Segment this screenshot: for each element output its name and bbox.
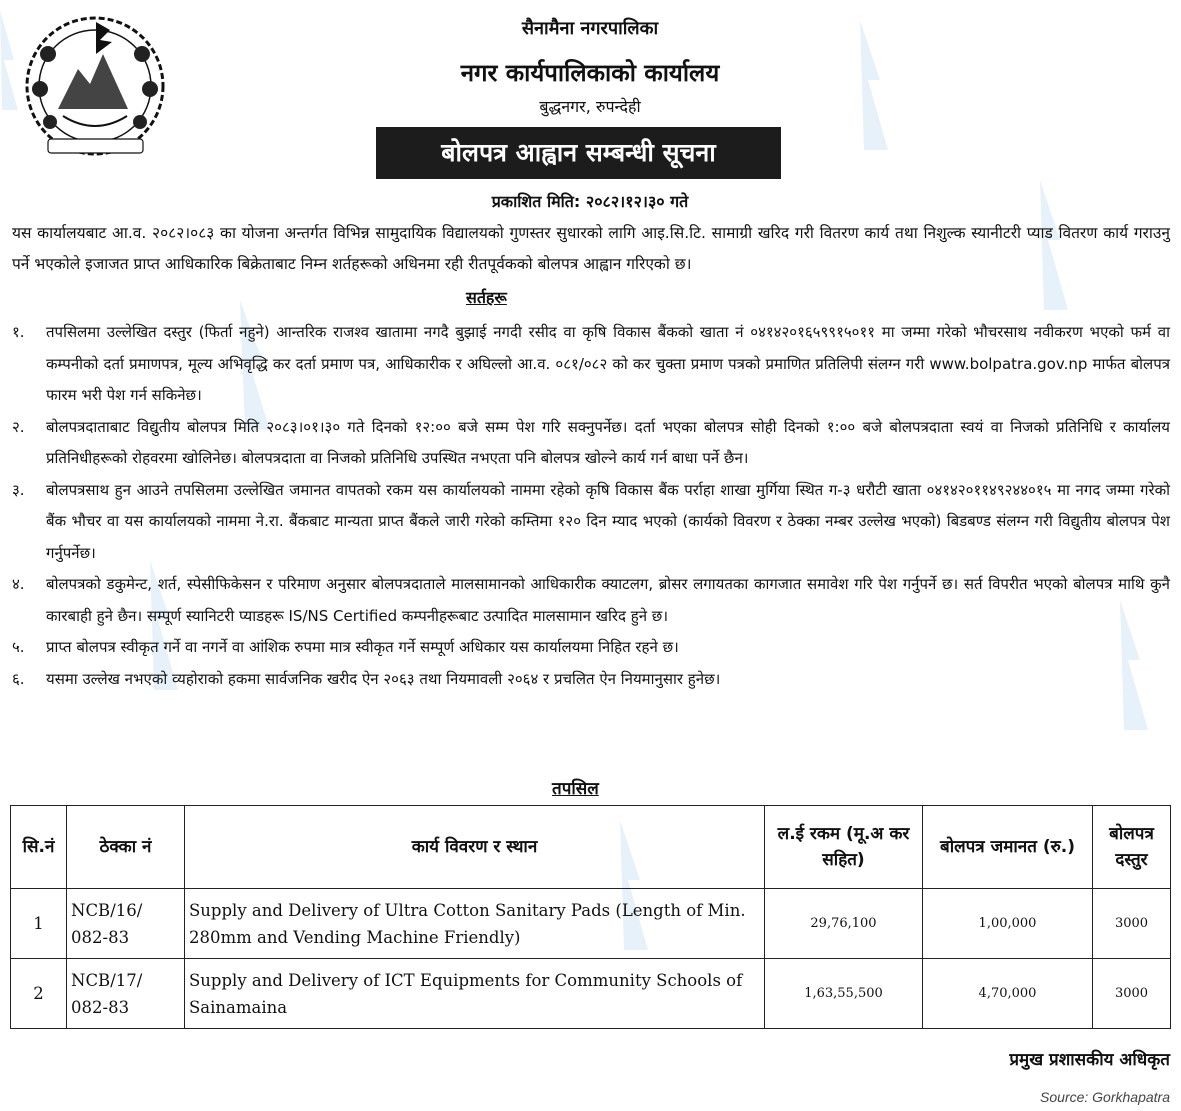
cell-bid-security: 4,70,000 [923,959,1093,1029]
term-number: १. [12,323,25,341]
term-text: बोलपत्रको डकुमेन्ट, शर्त, स्पेसीफिकेसन र परिमाण अनुसार बोलपत्रदाताले मालसामानको आधिकारीक क्याटलग, ब्रोसर लगायतका कागजात समावेश गरि पेश गर्नुपर्ने छ। सर्त विपरीत भएको बोलपत्र माथि कुनै कारबाही हुने छैन। सम्पूर्ण स्यानिटरी प्याडहरू IS/NS Certified कम्पनीहरूबाट उत्पादित मालसामान खरिद हुने छ। [46,575,1170,625]
term-number: ६. [12,669,25,688]
cell-serial-number: 1 [11,889,67,959]
published-date: प्रकाशित मिति: २०८२।१२।३० गते [491,192,689,211]
term-number: ४. [12,575,25,593]
table-header-row [11,806,1171,889]
nepal-government-emblem [18,14,173,164]
cell-work-description: Supply and Delivery of Ultra Cotton Sanitary Pads (Length of Min. 280mm and Vending Machine Friendly) [185,889,765,959]
terms-list [12,317,1170,695]
term-text: बोलपत्रसाथ हुन आउने तपसिलमा उल्लेखित जमानत वापतको रकम यस कार्यालयको नाममा रहेको कृषि विकास बैंक पर्राहा शाखा मुर्गिया स्थित ग-३ धरौटी खाता ०४१४२०११४९२४४०१५ मा नगद जम्मा गरेको बैंक भौचर वा यस कार्यालयको नाममा ने.रा. बैंकबाट मान्यता प्राप्त बैंकले जारी गरेको कम्तिमा १२० दिन म्याद भएको (कार्यको विवरण र ठेक्का नम्बर उल्लेख भएको) बिडबण्ड संलग्न गरी विद्युतीय बोलपत्र पेश गर्नुपर्नेछ। [46,480,1170,562]
term-item [12,412,1170,475]
cell-contract-number: NCB/17/ 082-83 [67,959,185,1029]
notice-title-banner: बोलपत्र आह्वान सम्बन्धी सूचना [376,127,781,179]
cell-contract-number: NCB/16/ 082-83 [67,889,185,959]
term-number: २. [12,417,25,436]
cell-work-description: Supply and Delivery of ICT Equipments for Community Schools of Sainamaina [185,959,765,1029]
header-cost-estimate: ल.ई रकम (मू.अ कर सहित) [765,806,923,889]
term-text: तपसिलमा उल्लेखित दस्तुर (फिर्ता नहुने) आन्तरिक राजश्व खातामा नगदै बुझाई नगदी रसीद वा कृषि विकास बैंकको खाता नं ०४१४२०१६५९९१५०११ मा जम्मा गरेको भौचरसाथ नवीकरण भएको फर्म वा कम्पनीको दर्ता प्रमाणपत्र, मूल्य अभिवृद्धि कर दर्ता प्रमाण पत्र, आधिकारीक र अघिल्लो आ.व. ०८१/०८२ को कर चुक्ता प्रमाण पत्रको प्रमाणित प्रतिलिपी संलग्न गरी www.bolpatra.gov.np मार्फत बोलपत्र फारम भरी पेश गर्न सकिनेछ। [46,323,1170,404]
cell-cost-estimate: 1,63,55,500 [765,959,923,1029]
term-text: यसमा उल्लेख नभएको व्यहोराको हकमा सार्वजनिक खरीद ऐन २०६३ तथा नियमावली २०६४ र प्रचलित ऐन नियमानुसार हुनेछ। [46,669,721,688]
term-text: प्राप्त बोलपत्र स्वीकृत गर्ने वा नगर्ने वा आंशिक रुपमा मात्र स्वीकृत गर्ने सम्पूर्ण अधिकार यस कार्यालयमा निहित रहने छ। [46,638,679,656]
table-row [11,959,1171,1029]
term-number: ३. [12,480,25,499]
cell-bid-security: 1,00,000 [923,889,1093,959]
office-name: नगर कार्यपालिकाको कार्यालय [460,59,720,87]
signatory-title: प्रमुख प्रशासकीय अधिकृत [1009,1050,1170,1070]
municipality-name: सैनामैना नगरपालिका [521,18,659,39]
term-item [12,569,1170,632]
header-serial-number: सि.नं [11,806,67,889]
header-bid-security: बोलपत्र जमानत (रु.) [923,806,1093,889]
terms-heading: सर्तहरू [466,288,507,307]
cell-bid-fee: 3000 [1093,889,1171,959]
term-item [12,475,1170,570]
table-row [11,889,1171,959]
schedule-heading: तपसिल [552,779,599,799]
tender-schedule-table [10,805,1171,1029]
intro-paragraph: यस कार्यालयबाट आ.व. २०८२।०८३ का योजना अन्तर्गत विभिन्न सामुदायिक विद्यालयको गुणस्तर सुधारको लागि आइ.सि.टि. सामाग्री खरिद गरी वितरण कार्य तथा निशुल्क स्यानीटरी प्याड वितरण कार्य गराउनु पर्ने भएकोले इजाजत प्राप्त आधिकारिक बिक्रेताबाट निम्न शर्तहरूको अधिनमा रही रीतपूर्वकको बोलपत्र आह्वान गरिएको छ। [12,224,1170,273]
office-location: बुद्धनगर, रुपन्देही [539,97,641,116]
header-bid-fee: बोलपत्र दस्तुर [1093,806,1171,889]
term-item [12,632,1170,664]
term-item [12,317,1170,412]
header-contract-number: ठेक्का नं [67,806,185,889]
cell-cost-estimate: 29,76,100 [765,889,923,959]
cell-bid-fee: 3000 [1093,959,1171,1029]
term-item [12,664,1170,696]
cell-serial-number: 2 [11,959,67,1029]
term-number: ५. [12,638,25,656]
header-work-description: कार्य विवरण र स्थान [185,806,765,889]
term-text: बोलपत्रदाताबाट विद्युतीय बोलपत्र मिति २०८३।०१।३० गते दिनको १२:०० बजे सम्म पेश गरि सक्नुपर्नेछ। दर्ता भएका बोलपत्र सोही दिनको १:०० बजे बोलपत्रदाता स्वयं वा निजको प्रतिनिधि र कार्यालय प्रतिनिधीहरूको रोहवरमा खोलिनेछ। बोलपत्रदाता वा निजको प्रतिनिधि उपस्थित नभएता पनि बोलपत्र खोल्ने कार्य गर्न बाधा पर्ने छैन। [46,417,1170,467]
source-credit: Source: Gorkhapatra [1040,1089,1170,1105]
